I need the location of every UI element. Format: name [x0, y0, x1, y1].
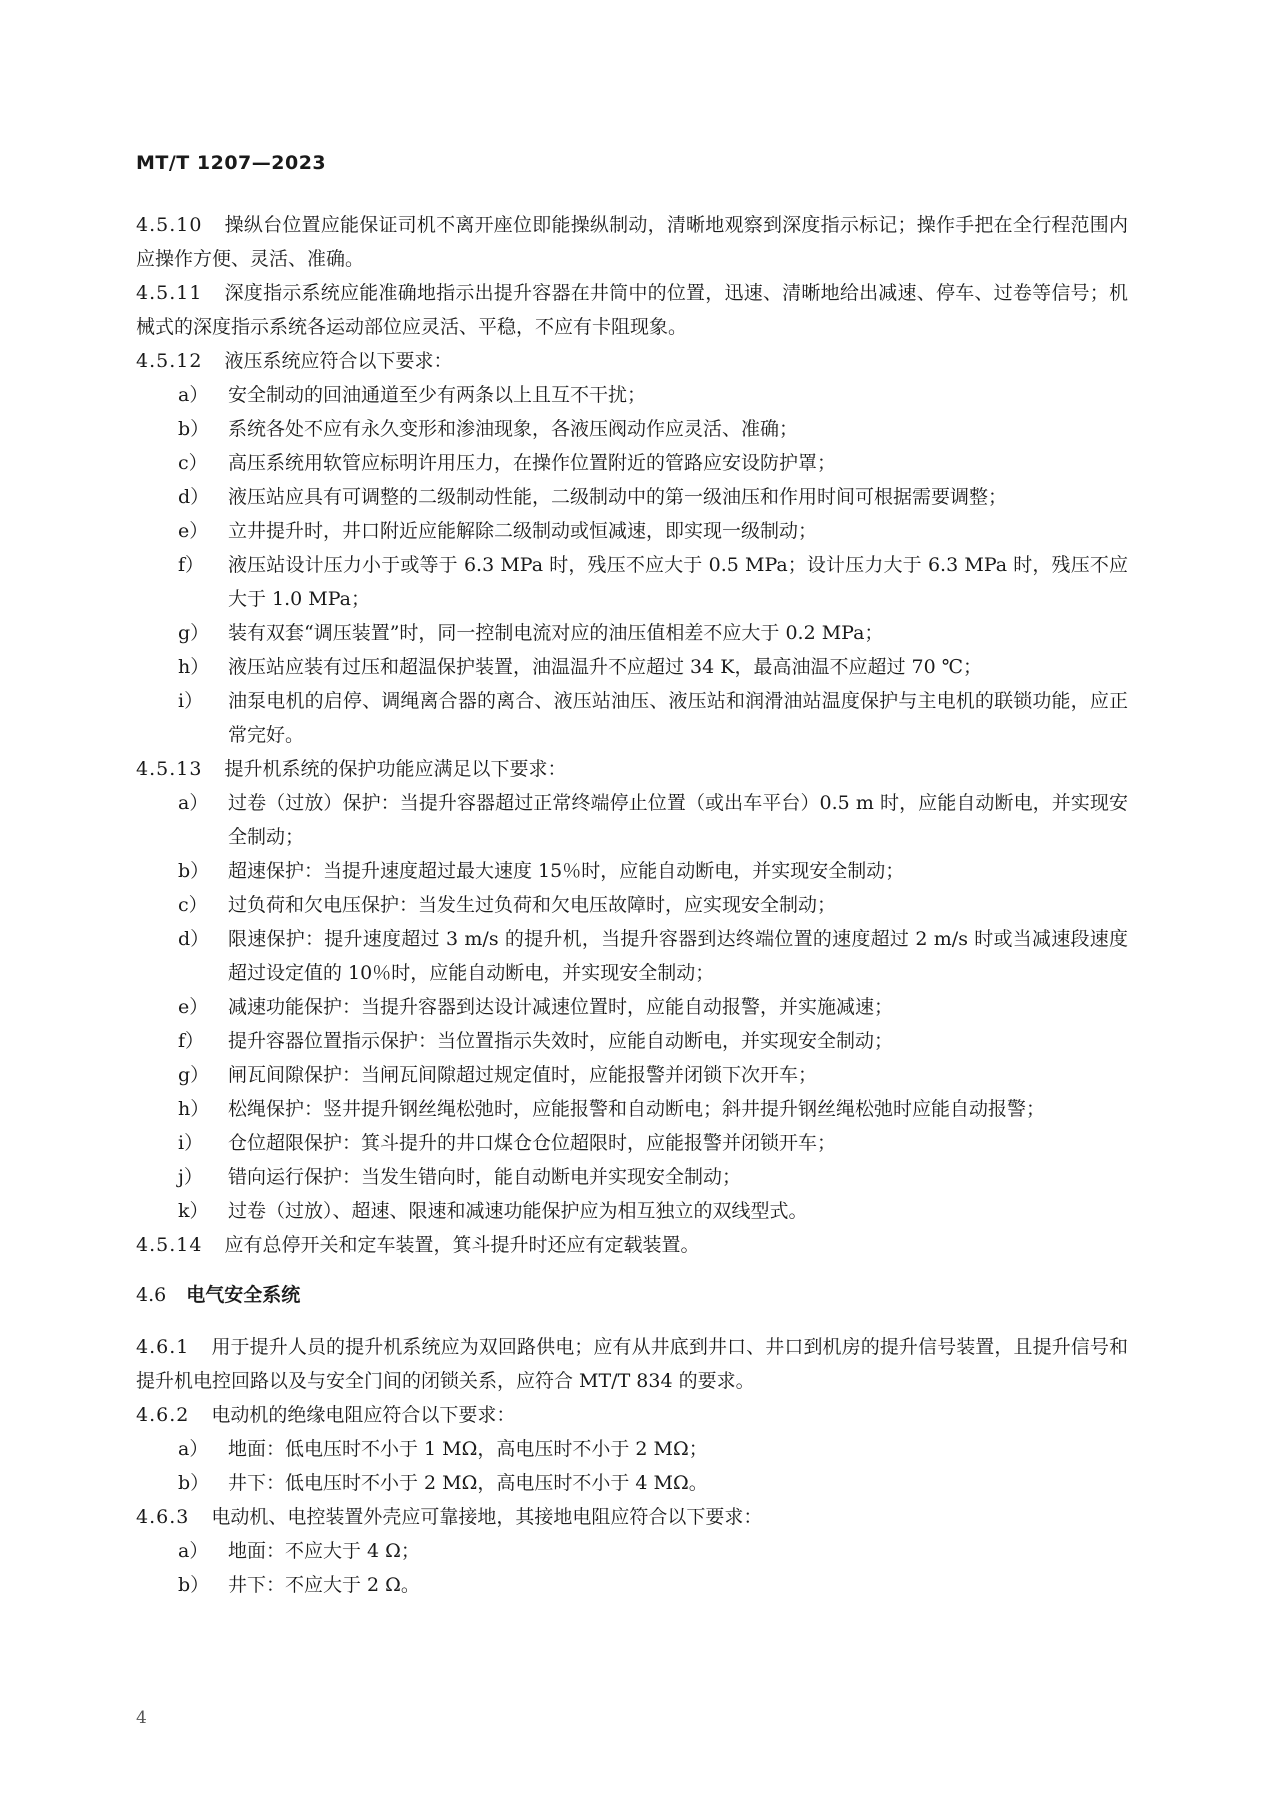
list-item	[136, 1160, 1128, 1194]
list-item-text: 仓位超限保护：箕斗提升的井口煤仓仓位超限时，应能报警并闭锁开车；	[228, 1132, 837, 1154]
list-item	[136, 854, 1128, 888]
clause-4-5-10	[136, 208, 1128, 276]
clause-text: 电动机、电控装置外壳应可靠接地，其接地电阻应符合以下要求：	[211, 1506, 763, 1528]
clause-4-5-14	[136, 1228, 1128, 1262]
clause-4-5-12	[136, 344, 1128, 378]
list-item-text: 闸瓦间隙保护：当闸瓦间隙超过规定值时，应能报警并闭锁下次开车；	[228, 1064, 818, 1086]
list-item-text: 松绳保护：竖井提升钢丝绳松弛时，应能报警和自动断电；斜井提升钢丝绳松弛时应能自动报警；	[228, 1098, 1046, 1120]
list-item	[136, 514, 1128, 548]
list-item-text: 错向运行保护：当发生错向时，能自动断电并实现安全制动；	[228, 1166, 742, 1188]
list-item-text: 限速保护：提升速度超过 3 m/s 的提升机，当提升容器到达终端位置的速度超过 2 m/s 时或当减速段速度超过设定值的 10％时，应能自动断电，并实现安全制动；	[228, 928, 1128, 984]
list-item	[136, 922, 1128, 990]
clause-number: 4.6.1	[136, 1336, 190, 1358]
list-item	[136, 446, 1128, 480]
list-item-label: b）	[178, 1472, 210, 1494]
clause-4-5-13-list	[136, 786, 1128, 1228]
list-item-label: e）	[178, 996, 209, 1018]
list-item-text: 地面：低电压时不小于 1 MΩ，高电压时不小于 2 MΩ；	[228, 1438, 708, 1460]
list-item-text: 液压站应装有过压和超温保护装置，油温温升不应超过 34 K，最高油温不应超过 70 ℃；	[228, 656, 982, 678]
list-item-text: 系统各处不应有永久变形和渗油现象，各液压阀动作应灵活、准确；	[228, 418, 799, 440]
list-item-label: h）	[178, 1098, 210, 1120]
list-item	[136, 888, 1128, 922]
clause-text: 提升机系统的保护功能应满足以下要求：	[224, 758, 567, 780]
list-item	[136, 412, 1128, 446]
list-item	[136, 1432, 1128, 1466]
clause-4-5-12-list	[136, 378, 1128, 752]
list-item-label: f）	[178, 554, 205, 576]
list-item	[136, 1024, 1128, 1058]
list-item	[136, 378, 1128, 412]
clause-number: 4.6.3	[136, 1506, 190, 1528]
list-item-text: 安全制动的回油通道至少有两条以上且互不干扰；	[228, 384, 647, 406]
list-item-text: 地面：不应大于 4 Ω；	[228, 1540, 420, 1562]
list-item-text: 过负荷和欠电压保护：当发生过负荷和欠电压故障时，应实现安全制动；	[228, 894, 837, 916]
list-item-label: k）	[178, 1200, 209, 1222]
list-item-label: b）	[178, 1574, 210, 1596]
list-item-text: 井下：不应大于 2 Ω。	[228, 1574, 420, 1596]
list-item-label: a）	[178, 1438, 209, 1460]
list-item-label: j）	[178, 1166, 203, 1188]
list-item	[136, 1534, 1128, 1568]
list-item	[136, 1058, 1128, 1092]
list-item-label: g）	[178, 1064, 210, 1086]
list-item	[136, 1466, 1128, 1500]
list-item	[136, 1126, 1128, 1160]
list-item-label: d）	[178, 928, 210, 950]
clause-text: 液压系统应符合以下要求：	[224, 350, 453, 372]
list-item-label: c）	[178, 894, 208, 916]
list-item-label: b）	[178, 418, 210, 440]
clause-4-5-11	[136, 276, 1128, 344]
list-item-text: 提升容器位置指示保护：当位置指示失效时，应能自动断电，并实现安全制动；	[228, 1030, 894, 1052]
list-item-text: 减速功能保护：当提升容器到达设计减速位置时，应能自动报警，并实施减速；	[228, 996, 894, 1018]
clause-4-6-1	[136, 1330, 1128, 1398]
clause-number: 4.5.11	[136, 282, 203, 304]
list-item-text: 装有双套“调压装置”时，同一控制电流对应的油压值相差不应大于 0.2 MPa；	[228, 622, 884, 644]
clause-text: 深度指示系统应能准确地指示出提升容器在井筒中的位置，迅速、清晰地给出减速、停车、过卷等信号；机械式的深度指示系统各运动部位应灵活、平稳，不应有卡阻现象。	[136, 282, 1128, 338]
list-item-text: 液压站设计压力小于或等于 6.3 MPa 时，残压不应大于 0.5 MPa；设计压力大于 6.3 MPa 时，残压不应大于 1.0 MPa；	[228, 554, 1128, 610]
list-item-text: 油泵电机的启停、调绳离合器的离合、液压站油压、液压站和润滑油站温度保护与主电机的联锁功能，应正常完好。	[228, 690, 1128, 746]
list-item-label: i）	[178, 1132, 204, 1154]
list-item	[136, 1568, 1128, 1602]
list-item-text: 过卷（过放）保护：当提升容器超过正常终端停止位置（或出车平台）0.5 m 时，应能自动断电，并实现安全制动；	[228, 792, 1128, 848]
clause-text: 电动机的绝缘电阻应符合以下要求：	[211, 1404, 516, 1426]
list-item-label: a）	[178, 792, 209, 814]
clause-number: 4.5.12	[136, 350, 203, 372]
list-item-label: h）	[178, 656, 210, 678]
list-item-label: g）	[178, 622, 210, 644]
list-item-label: i）	[178, 690, 204, 712]
list-item	[136, 990, 1128, 1024]
clause-number: 4.5.10	[136, 214, 203, 236]
page-number: 4	[136, 1708, 147, 1728]
list-item	[136, 650, 1128, 684]
clause-4-5-13	[136, 752, 1128, 786]
list-item-label: e）	[178, 520, 209, 542]
list-item-text: 立井提升时，井口附近应能解除二级制动或恒减速，即实现一级制动；	[228, 520, 818, 542]
list-item-label: f）	[178, 1030, 205, 1052]
list-item-text: 过卷（过放）、超速、限速和减速功能保护应为相互独立的双线型式。	[228, 1200, 808, 1222]
list-item	[136, 684, 1128, 752]
list-item-label: d）	[178, 486, 210, 508]
clause-4-6-2-list	[136, 1432, 1128, 1500]
standard-code-header: MT/T 1207—2023	[136, 152, 327, 174]
clause-number: 4.6.2	[136, 1404, 190, 1426]
list-item	[136, 1194, 1128, 1228]
clause-4-6-2	[136, 1398, 1128, 1432]
clause-text: 操纵台位置应能保证司机不离开座位即能操纵制动，清晰地观察到深度指示标记；操作手把在全行程范围内应操作方便、灵活、准确。	[136, 214, 1128, 270]
clause-number: 4.5.14	[136, 1234, 203, 1256]
page-content	[136, 208, 1128, 1602]
list-item-label: c）	[178, 452, 208, 474]
clause-text: 用于提升人员的提升机系统应为双回路供电；应有从井底到井口、井口到机房的提升信号装置，且提升信号和提升机电控回路以及与安全门间的闭锁关系，应符合 MT/T 834 的要求。	[136, 1336, 1128, 1392]
clause-text: 应有总停开关和定车装置，箕斗提升时还应有定载装置。	[224, 1234, 700, 1256]
list-item	[136, 1092, 1128, 1126]
list-item	[136, 616, 1128, 650]
list-item-text: 超速保护：当提升速度超过最大速度 15％时，应能自动断电，并实现安全制动；	[228, 860, 905, 882]
list-item-text: 井下：低电压时不小于 2 MΩ，高电压时不小于 4 MΩ。	[228, 1472, 708, 1494]
list-item	[136, 480, 1128, 514]
clause-4-6-3-list	[136, 1534, 1128, 1602]
list-item-label: a）	[178, 384, 209, 406]
section-number: 4.6	[136, 1284, 167, 1306]
list-item-label: a）	[178, 1540, 209, 1562]
clause-number: 4.5.13	[136, 758, 203, 780]
section-title: 电气安全系统	[186, 1284, 301, 1306]
list-item	[136, 786, 1128, 854]
list-item	[136, 548, 1128, 616]
list-item-text: 液压站应具有可调整的二级制动性能，二级制动中的第一级油压和作用时间可根据需要调整；	[228, 486, 1008, 508]
clause-4-6-3	[136, 1500, 1128, 1534]
section-heading-4-6	[136, 1278, 1128, 1312]
list-item-text: 高压系统用软管应标明许用压力，在操作位置附近的管路应安设防护罩；	[228, 452, 837, 474]
list-item-label: b）	[178, 860, 210, 882]
